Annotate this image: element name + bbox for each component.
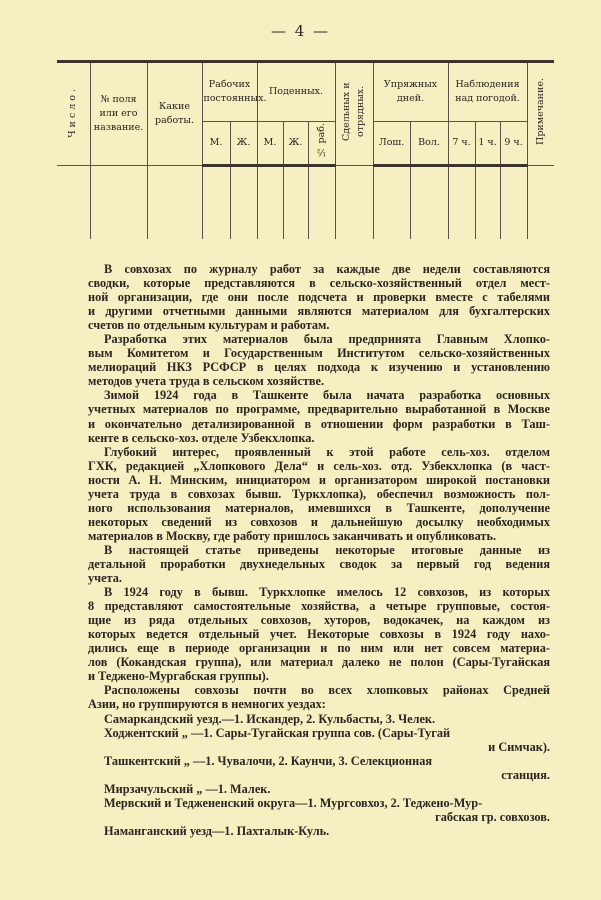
text-line: Ходжентский „ —1. Сары-Тугайская группа сов. (Сары-Тугай — [104, 725, 451, 740]
header-daily: Поденных. — [257, 62, 335, 122]
text-line: учета. — [88, 571, 122, 586]
text-line: и Теджено-Мургабская группы). — [88, 669, 269, 684]
text-line: учетных материалов по программе, предварительно выработанной в Москве — [88, 402, 550, 417]
page-number: — 4 — — [270, 22, 331, 40]
text-line: Разработка этих материалов была предпринята Главным Хлопко- — [104, 332, 550, 347]
sub-daily-m: М. — [257, 122, 283, 166]
table-row — [57, 166, 554, 240]
text-line: учета труда в совхозах бывш. Туркхлопка), обеспечил возможность пол- — [88, 486, 550, 501]
work-journal-form-table — [57, 60, 554, 239]
sub-ox: Вол. — [410, 122, 448, 166]
text-line: лов (Кокандская группа), или материал далеко не полон (Сары-Тугайская — [88, 655, 550, 670]
header-piece — [335, 62, 373, 166]
text-line: В 1924 году в бывш. Туркхлопке имелось 12 совхозов, из которых — [104, 585, 550, 600]
header-permanent: Рабочих постоянных. — [202, 62, 257, 122]
text-line: ГХК, редакцией „Хлопкового Дела“ и сель-хоз. отд. Узбекхлопка (в част- — [88, 458, 550, 473]
header-piece-label: Сдельных и отрядных. — [341, 82, 367, 141]
header-draft: Упряжных дней. — [373, 62, 448, 122]
sub-1h: 1 ч. — [475, 122, 500, 166]
text-line: Расположены совхозы почти во всех хлопковых районах Средней — [104, 683, 550, 698]
text-line: В совхозах по журналу работ за каждые две недели составляются — [104, 262, 550, 276]
text-line: вым Комитетом и Государственным Институтом сельско-хозяйственных — [88, 346, 550, 361]
text-line: ной организации, где они после подсчета и проверки вместе с табелями — [88, 290, 550, 305]
text-line: которых ведется отдельный учет. Некоторые совхозы в 1924 году нахо- — [88, 627, 550, 642]
text-line: и окончательно детализированной в отношении форм разработки в Таш- — [88, 416, 550, 431]
body-text — [88, 262, 550, 838]
text-line: Мирзачульский „ —1. Малек. — [104, 781, 271, 796]
text-line: Зимой 1924 года в Ташкенте была начата разработка основных — [104, 388, 550, 403]
header-field: № поля или его название. — [90, 62, 147, 166]
text-line: щие из ряда отдельных совхозов, хуторов, водокачек, на каждом из — [88, 613, 550, 628]
text-line: Самаркандский уезд.—1. Искандер, 2. Кульбасты, 3. Челек. — [104, 711, 436, 726]
sub-permanent-zh: Ж. — [230, 122, 257, 166]
sub-daily-zh: Ж. — [283, 122, 308, 166]
text-line: Мервский и Теджененский округа—1. Мургсовхоз, 2. Теджено-Мур- — [104, 795, 483, 810]
text-line: В настоящей статье приведены некоторые итоговые данные из — [104, 542, 550, 557]
sub-daily-half-label: ½ раб. — [315, 123, 327, 158]
text-line: детальной проработки двухнедельных сводок за первый год ведения — [88, 556, 550, 571]
sub-9h: 9 ч. — [500, 122, 527, 166]
header-works: Какие работы. — [147, 62, 202, 166]
text-line: мелиораций НКЗ РСФСР в целях подхода к изучению и установлению — [88, 360, 550, 375]
header-date-label: Число. — [67, 85, 79, 138]
header-note — [527, 62, 554, 166]
sub-7h: 7 ч. — [448, 122, 475, 166]
text-line: кенте в сельско-хоз. отделе Узбекхлопка. — [88, 430, 315, 445]
text-line: сводки, которые представляются в сельско-хозяйственный отдел мест- — [88, 276, 550, 291]
text-line: методов учета труда в сельском хозяйстве. — [88, 374, 325, 389]
text-line: Азии, но группируются в немногих уездах: — [88, 697, 326, 712]
text-line: Наманганский уезд—1. Пахталык-Куль. — [104, 823, 330, 838]
header-note-label: Примечание. — [534, 78, 546, 145]
text-line: и Симчак). — [488, 739, 550, 754]
text-line: станция. — [501, 767, 550, 782]
text-line: габская гр. совхозов. — [435, 809, 550, 824]
text-line: ности А. Н. Минским, инициатором и организатором широкой постановки — [88, 472, 550, 487]
text-line: и другими отчетными данными являются материалом для бухгалтерских — [88, 304, 550, 319]
text-line: 8 представляют самостоятельные хозяйства, а четыре групповые, состоя- — [88, 599, 550, 614]
text-line: материалов в Москву, где работу пришлось заканчивать и опубликовать. — [88, 528, 497, 543]
text-line: некоторых сведений из совхозов и дальнейшую досылку необходимых — [88, 514, 550, 529]
header-date — [57, 62, 90, 166]
header-weather: Наблюдения над погодой. — [448, 62, 527, 122]
text-line: Ташкентский „ —1. Чувалочи, 2. Каунчи, 3. Селекционная — [104, 753, 433, 768]
text-line: счетов по отдельным культурам и работам. — [88, 318, 330, 333]
text-line: ного использования материалов, имевшихся в Ташкенте, дополучение — [88, 500, 550, 515]
sub-permanent-m: М. — [202, 122, 230, 166]
text-line: дились еще в периоде организации и по ним или нет совсем материа- — [88, 641, 550, 656]
sub-daily-half — [308, 122, 335, 166]
sub-horse: Лош. — [373, 122, 410, 166]
text-line: Глубокий интерес, проявленный к этой работе сель-хоз. отделом — [104, 444, 550, 459]
